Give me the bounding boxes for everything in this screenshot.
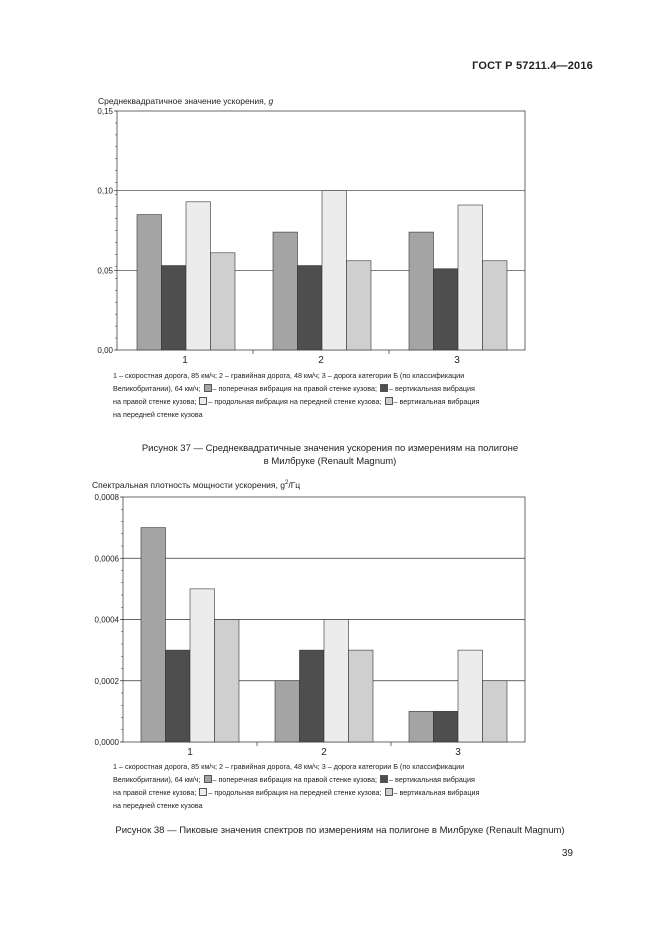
legend-text: – вертикальная вибрация [388,775,475,784]
legend-line [113,773,553,786]
legend-swatch-s2 [380,775,388,783]
legend-swatch-s1 [204,384,212,392]
legend-swatch-s4 [385,397,393,405]
bar [409,711,434,742]
chart2-ylabel-text: Спектральная плотность мощности ускорения, g [92,480,285,490]
y-tick-label: 0,0004 [94,615,119,625]
y-tick-label: 0,0002 [94,676,119,686]
y-tick-label: 0,10 [97,186,113,196]
legend-swatch-s2 [380,384,388,392]
legend-swatch-s3 [199,788,207,796]
y-tick-label: 0,15 [97,107,113,116]
legend-line: 1 – скоростная дорога, 85 км/ч; 2 – гравийная дорога, 48 км/ч; 3 – дорога категории Б (по классификации [113,371,465,380]
legend-text: – продольная вибрация на передней стенке кузова; [208,788,382,797]
chart2-ylabel-suffix: /Гц [288,480,301,490]
chart1-ylabel-text: Среднеквадратичное значение ускорения, [98,96,269,106]
bar [300,650,325,742]
legend-line: 1 – скоростная дорога, 85 км/ч; 2 – гравийная дорога, 48 км/ч; 3 – дорога категории Б (по классификации [113,762,465,771]
bar [347,261,372,350]
chart2-legend [113,760,553,812]
bar [458,205,483,350]
caption-line: в Милбруке (Renault Magnum) [263,456,397,467]
chart2-svg [0,485,661,785]
legend-swatch-s3 [199,397,207,405]
bar [166,650,191,742]
legend-text: Великобритании), 64 км/ч; [113,775,201,784]
bar [141,528,166,742]
bar [162,266,187,350]
x-tick-label: 1 [187,747,193,758]
legend-text: Великобритании), 64 км/ч; [113,384,201,393]
bar [324,620,349,743]
legend-text: – продольная вибрация на передней стенке кузова; [208,397,382,406]
bar [298,266,323,350]
bar [483,681,508,742]
legend-line [113,382,553,395]
y-tick-label: 0,0000 [94,738,119,747]
bar [190,589,215,742]
x-tick-label: 1 [182,355,188,366]
legend-swatch-s4 [385,788,393,796]
legend-line [113,395,553,408]
legend-text: – вертикальная вибрация [393,397,480,406]
bar [322,191,347,350]
bar [458,650,483,742]
bar [434,269,459,350]
chart2-ylabel-sup: 2 [285,480,289,487]
chart1-ylabel-unit: g [268,96,274,106]
legend-text: – вертикальная вибрация [388,384,475,393]
standard-number: ГОСТ Р 57211.4—2016 [472,60,593,72]
legend-line [113,786,553,799]
bar [211,253,236,350]
bar [186,202,211,350]
chart1-legend [113,369,553,421]
legend-text: – вертикальная вибрация [393,788,480,797]
x-tick-label: 2 [321,747,327,758]
bar [273,232,298,350]
bar [434,711,459,742]
legend-text: на правой стенке кузова; [113,788,197,797]
bar [215,620,240,743]
y-tick-label: 0,05 [97,266,113,276]
legend-swatch-s1 [204,775,212,783]
x-tick-label: 2 [318,355,324,366]
bar [137,215,162,350]
legend-text: – поперечная вибрация на правой стенке кузова; [212,384,377,393]
figure37-caption [80,442,580,468]
legend-line: на передней стенке кузова [113,801,203,810]
caption-line: Рисунок 37 — Среднеквадратичные значения ускорения по измерениям на полигоне [141,443,519,454]
bar [349,650,374,742]
x-tick-label: 3 [454,355,460,366]
figure38-caption: Рисунок 38 — Пиковые значения спектров по измерениям на полигоне в Милбруке (Renault Magnum) [115,825,565,836]
y-tick-label: 0,0006 [94,554,119,564]
y-tick-label: 0,00 [97,346,113,355]
bar [409,232,434,350]
page-number: 39 [561,848,573,859]
y-tick-label: 0,0008 [94,493,119,502]
legend-line: на передней стенке кузова [113,410,203,419]
bar [483,261,508,350]
chart1-svg [0,100,661,480]
bar [275,681,300,742]
legend-text: – поперечная вибрация на правой стенке кузова; [212,775,377,784]
x-tick-label: 3 [455,747,461,758]
legend-text: на правой стенке кузова; [113,397,197,406]
